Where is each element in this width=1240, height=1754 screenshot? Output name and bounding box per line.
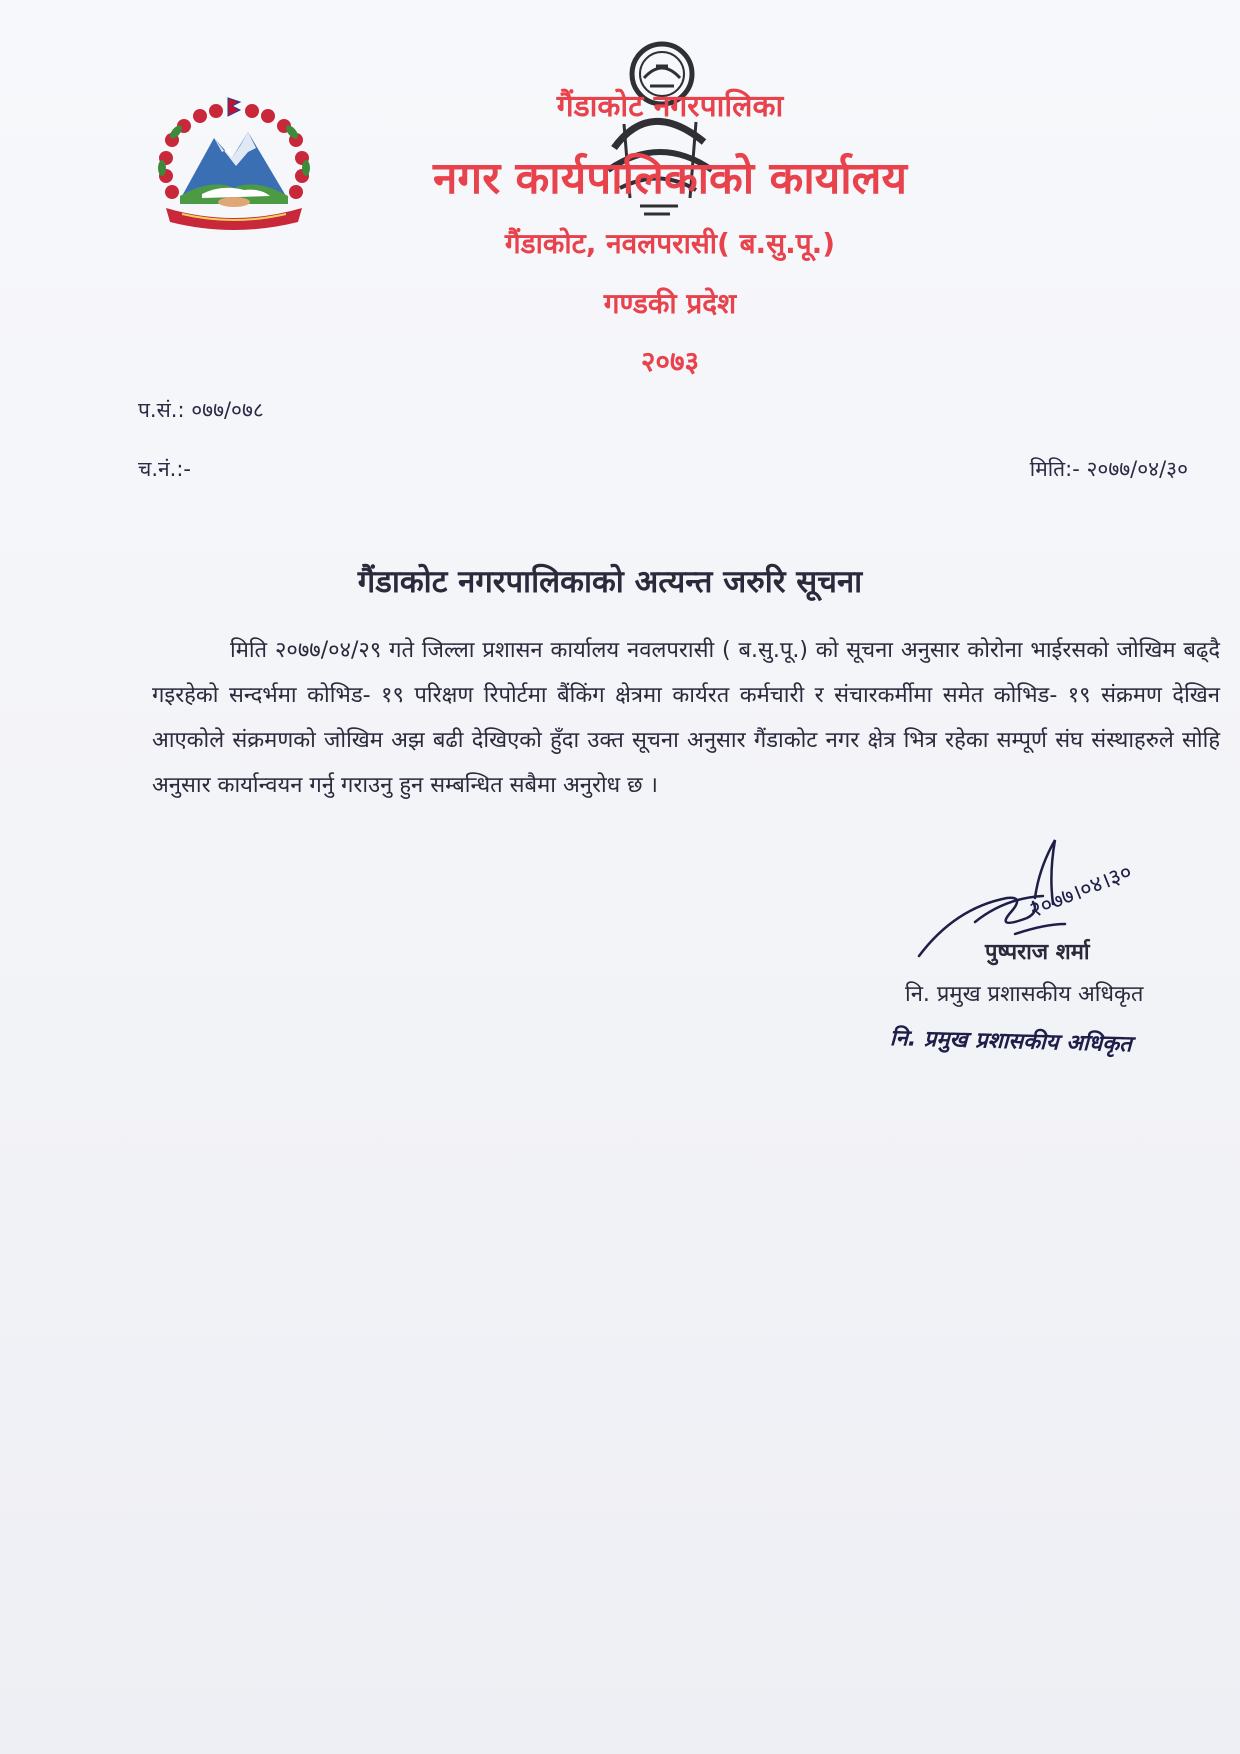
- signature-date-note: २०७७।०४।३०: [1026, 859, 1136, 924]
- signatory-designation: नि. प्रमुख प्रशासकीय अधिकृत: [905, 982, 1144, 1007]
- reference-number: प.सं.: ०७७/०७८: [138, 398, 264, 422]
- notice-title: गैंडाकोट नगरपालिकाको अत्यन्त जरुरि सूचना: [357, 564, 863, 600]
- office-address: गैंडाकोट, नवलपरासी( ब.सु.पू.): [504, 227, 836, 260]
- dispatch-number: च.नं.:-: [138, 457, 191, 481]
- province-name: गण्डकी प्रदेश: [603, 287, 737, 320]
- notice-body: मिति २०७७/०४/२९ गते जिल्ला प्रशासन कार्यालय नवलपरासी ( ब.सु.पू.) को सूचना अनुसार कोरोना भाईरसको जोखिम बढ्दै गइरहेको सन्दर्भमा कोभिड- १९ परिक्षण रिपोर्टमा बैंकिंग क्षेत्रमा कार्यरत कर्मचारी र संचारकर्मीमा समेत कोभिड- १९ संक्रमण देखिन आएकोले संक्रमणको जोखिम अझ बढी देखिएको हुँदा उक्त सूचना अनुसार गैंडाकोट नगर क्षेत्र भित्र रहेका सम्पूर्ण संघ संस्थाहरुले सोहि अनुसार कार्यान्वयन गर्नु गराउनु हुन सम्बन्धित सबैमा अनुरोध छ ।: [152, 638, 1220, 798]
- nepal-emblem-icon: [152, 96, 316, 236]
- office-title: नगर कार्यपालिकाको कार्यालय: [433, 153, 907, 204]
- designation-stamp: नि. प्रमुख प्रशासकीय अधिकृत: [889, 1026, 1133, 1058]
- letter-date: मिति:- २०७७/०४/३०: [1029, 457, 1188, 481]
- municipality-name: गैंडाकोट नगरपालिका: [556, 89, 784, 124]
- established-year: २०७३: [640, 345, 700, 378]
- signatory-name: पुष्पराज शर्मा: [985, 940, 1090, 965]
